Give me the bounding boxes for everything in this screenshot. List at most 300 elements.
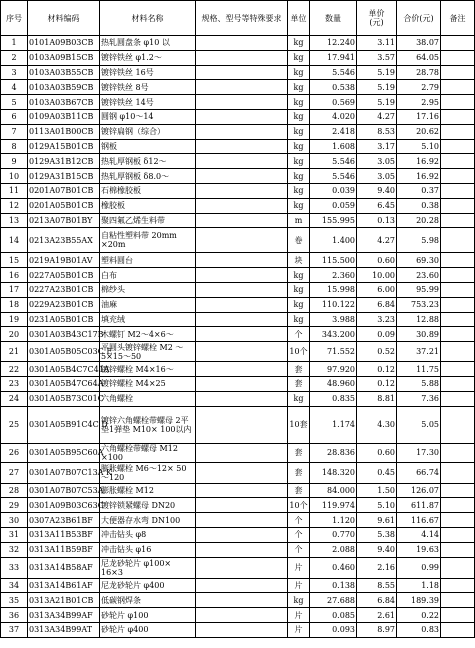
- cell-spec: [196, 36, 288, 51]
- cell-unit: kg: [288, 183, 310, 198]
- cell-spec: [196, 342, 288, 362]
- cell-unit: 片: [288, 557, 310, 578]
- cell-name: 低碳钢焊条: [100, 593, 196, 608]
- cell-seq: 31: [1, 527, 28, 542]
- cell-seq: 9: [1, 154, 28, 169]
- table-row: [1, 542, 475, 557]
- cell-total: 23.60: [397, 268, 441, 283]
- table-row: [1, 622, 475, 637]
- cell-price: 0.60: [357, 443, 397, 462]
- table-row: [1, 443, 475, 462]
- cell-seq: 21: [1, 342, 28, 362]
- cell-seq: 19: [1, 312, 28, 327]
- cell-spec: [196, 213, 288, 228]
- cell-total: 5.88: [397, 376, 441, 391]
- cell-price: 9.61: [357, 513, 397, 528]
- cell-remark: [441, 95, 475, 110]
- cell-spec: [196, 109, 288, 124]
- cell-qty: 0.093: [310, 622, 357, 637]
- cell-qty: 3.988: [310, 312, 357, 327]
- cell-qty: 148.320: [310, 462, 357, 483]
- cell-total: 17.16: [397, 109, 441, 124]
- cell-seq: 33: [1, 557, 28, 578]
- cell-price: 10.00: [357, 268, 397, 283]
- cell-spec: [196, 65, 288, 80]
- table-row: [1, 483, 475, 498]
- table-row: [1, 498, 475, 513]
- cell-code: 0301A03B43C17B: [28, 327, 100, 342]
- cell-code: 0103A03B67CB: [28, 95, 100, 110]
- table-row: [1, 527, 475, 542]
- cell-remark: [441, 608, 475, 623]
- cell-code: 0227A05B01CB: [28, 268, 100, 283]
- cell-price: 3.17: [357, 139, 397, 154]
- cell-qty: 1.400: [310, 228, 357, 253]
- cell-qty: 1.174: [310, 406, 357, 443]
- table-row: [1, 608, 475, 623]
- cell-spec: [196, 297, 288, 312]
- cell-qty: 0.770: [310, 527, 357, 542]
- table-row: [1, 95, 475, 110]
- cell-name: 棉纱头: [100, 282, 196, 297]
- cell-total: 16.92: [397, 154, 441, 169]
- cell-price: 0.60: [357, 253, 397, 268]
- cell-remark: [441, 342, 475, 362]
- cell-name: 冲击钻头 φ8: [100, 527, 196, 542]
- cell-total: 1.18: [397, 578, 441, 593]
- cell-code: 0301A07B07C53A: [28, 483, 100, 498]
- cell-unit: 套: [288, 483, 310, 498]
- cell-qty: 0.085: [310, 608, 357, 623]
- cell-name: 膨胀螺栓 M6～12× 50～120: [100, 462, 196, 483]
- cell-unit: kg: [288, 282, 310, 297]
- cell-total: 66.74: [397, 462, 441, 483]
- cell-name: 聚四氟乙烯生料带: [100, 213, 196, 228]
- cell-unit: 片: [288, 578, 310, 593]
- cell-price: 5.19: [357, 80, 397, 95]
- cell-spec: [196, 139, 288, 154]
- cell-name: 石棉橡胶板: [100, 183, 196, 198]
- cell-name: 油麻: [100, 297, 196, 312]
- cell-code: 0201A05B01CB: [28, 198, 100, 213]
- cell-code: 0301A09B03C63C: [28, 498, 100, 513]
- table-row: [1, 198, 475, 213]
- cell-seq: 10: [1, 169, 28, 184]
- cell-total: 2.95: [397, 95, 441, 110]
- cell-spec: [196, 50, 288, 65]
- cell-code: 0313A21B01CB: [28, 593, 100, 608]
- cell-seq: 12: [1, 198, 28, 213]
- cell-spec: [196, 253, 288, 268]
- cell-price: 0.09: [357, 327, 397, 342]
- cell-remark: [441, 443, 475, 462]
- cell-name: 砂轮片 φ100: [100, 608, 196, 623]
- cell-price: 5.19: [357, 95, 397, 110]
- table-row: [1, 462, 475, 483]
- cell-remark: [441, 297, 475, 312]
- cell-total: 69.30: [397, 253, 441, 268]
- cell-total: 2.79: [397, 80, 441, 95]
- cell-total: 95.99: [397, 282, 441, 297]
- cell-code: 0201A07B01CB: [28, 183, 100, 198]
- cell-price: 8.81: [357, 391, 397, 406]
- cell-spec: [196, 95, 288, 110]
- cell-price: 3.05: [357, 169, 397, 184]
- cell-unit: kg: [288, 169, 310, 184]
- cell-code: 0103A03B59CB: [28, 80, 100, 95]
- cell-seq: 26: [1, 443, 28, 462]
- cell-seq: 13: [1, 213, 28, 228]
- cell-seq: 27: [1, 462, 28, 483]
- cell-remark: [441, 622, 475, 637]
- cell-remark: [441, 36, 475, 51]
- cell-qty: 0.538: [310, 80, 357, 95]
- cell-total: 16.92: [397, 169, 441, 184]
- cell-remark: [441, 139, 475, 154]
- cell-spec: [196, 483, 288, 498]
- cell-total: 38.07: [397, 36, 441, 51]
- cell-unit: 套: [288, 462, 310, 483]
- cell-code: 0113A01B00CB: [28, 124, 100, 139]
- cell-remark: [441, 198, 475, 213]
- table-body: [1, 36, 475, 638]
- cell-remark: [441, 228, 475, 253]
- cell-name: 填充绒: [100, 312, 196, 327]
- cell-seq: 37: [1, 622, 28, 637]
- cell-seq: 7: [1, 124, 28, 139]
- table-row: [1, 342, 475, 362]
- cell-qty: 2.418: [310, 124, 357, 139]
- cell-remark: [441, 327, 475, 342]
- cell-name: 自粘性塑料带 20mm ×20m: [100, 228, 196, 253]
- cell-seq: 30: [1, 513, 28, 528]
- header-seq: 序号: [1, 1, 28, 36]
- cell-name: 镀锌铁丝 φ1.2～: [100, 50, 196, 65]
- cell-spec: [196, 124, 288, 139]
- cell-seq: 1: [1, 36, 28, 51]
- cell-seq: 2: [1, 50, 28, 65]
- cell-code: 0301A05B47C64A: [28, 376, 100, 391]
- cell-seq: 16: [1, 268, 28, 283]
- cell-unit: kg: [288, 80, 310, 95]
- cell-remark: [441, 169, 475, 184]
- header-qty: 数量: [310, 1, 357, 36]
- cell-unit: kg: [288, 391, 310, 406]
- cell-price: 1.50: [357, 483, 397, 498]
- cell-total: 0.37: [397, 183, 441, 198]
- header-unit: 单位: [288, 1, 310, 36]
- header-row: [1, 1, 475, 36]
- table-row: [1, 406, 475, 443]
- cell-spec: [196, 608, 288, 623]
- cell-remark: [441, 253, 475, 268]
- cell-price: 2.61: [357, 608, 397, 623]
- cell-remark: [441, 362, 475, 377]
- cell-seq: 14: [1, 228, 28, 253]
- cell-unit: 片: [288, 622, 310, 637]
- header-total: 合价(元): [397, 1, 441, 36]
- cell-remark: [441, 154, 475, 169]
- cell-price: 4.27: [357, 228, 397, 253]
- cell-remark: [441, 65, 475, 80]
- cell-total: 5.98: [397, 228, 441, 253]
- cell-qty: 17.941: [310, 50, 357, 65]
- cell-qty: 28.836: [310, 443, 357, 462]
- cell-unit: kg: [288, 50, 310, 65]
- cell-seq: 34: [1, 578, 28, 593]
- cell-spec: [196, 154, 288, 169]
- cell-name: 热轧圆盘条 φ10 以: [100, 36, 196, 51]
- cell-unit: 个: [288, 327, 310, 342]
- cell-spec: [196, 80, 288, 95]
- cell-total: 0.83: [397, 622, 441, 637]
- cell-spec: [196, 268, 288, 283]
- cell-price: 6.84: [357, 297, 397, 312]
- cell-total: 17.30: [397, 443, 441, 462]
- cell-spec: [196, 542, 288, 557]
- cell-spec: [196, 498, 288, 513]
- cell-qty: 0.059: [310, 198, 357, 213]
- table-row: [1, 109, 475, 124]
- cell-total: 0.99: [397, 557, 441, 578]
- cell-name: 热轧厚钢板 δ12～: [100, 154, 196, 169]
- cell-seq: 6: [1, 109, 28, 124]
- table-row: [1, 139, 475, 154]
- cell-spec: [196, 527, 288, 542]
- cell-code: 0103A03B55CB: [28, 65, 100, 80]
- cell-spec: [196, 443, 288, 462]
- cell-remark: [441, 527, 475, 542]
- cell-unit: 10套: [288, 406, 310, 443]
- cell-seq: 23: [1, 376, 28, 391]
- cell-total: 19.63: [397, 542, 441, 557]
- cell-qty: 1.120: [310, 513, 357, 528]
- cell-name: 圆钢 φ10～14: [100, 109, 196, 124]
- cell-remark: [441, 483, 475, 498]
- cell-unit: 10个: [288, 498, 310, 513]
- cell-spec: [196, 282, 288, 297]
- cell-price: 9.40: [357, 542, 397, 557]
- cell-code: 0229A23B01CB: [28, 297, 100, 312]
- cell-price: 6.45: [357, 198, 397, 213]
- cell-name: 尼龙砂轮片 φ100× 16×3: [100, 557, 196, 578]
- cell-total: 0.38: [397, 198, 441, 213]
- cell-remark: [441, 498, 475, 513]
- cell-remark: [441, 542, 475, 557]
- cell-code: 0313A34B99AF: [28, 608, 100, 623]
- cell-qty: 27.688: [310, 593, 357, 608]
- cell-unit: kg: [288, 297, 310, 312]
- cell-seq: 4: [1, 80, 28, 95]
- cell-price: 9.40: [357, 183, 397, 198]
- table-row: [1, 65, 475, 80]
- table-row: [1, 253, 475, 268]
- table-row: [1, 282, 475, 297]
- table-row: [1, 213, 475, 228]
- cell-name: 镀锌铁丝 8号: [100, 80, 196, 95]
- cell-total: 611.87: [397, 498, 441, 513]
- cell-price: 4.27: [357, 109, 397, 124]
- cell-remark: [441, 578, 475, 593]
- cell-qty: 84.000: [310, 483, 357, 498]
- cell-seq: 11: [1, 183, 28, 198]
- cell-unit: kg: [288, 65, 310, 80]
- cell-seq: 22: [1, 362, 28, 377]
- cell-code: 0227A23B01CB: [28, 282, 100, 297]
- cell-qty: 0.569: [310, 95, 357, 110]
- cell-unit: kg: [288, 312, 310, 327]
- cell-code: 0103A09B15CB: [28, 50, 100, 65]
- cell-spec: [196, 622, 288, 637]
- cell-name: 砂轮片 φ400: [100, 622, 196, 637]
- cell-unit: 10个: [288, 342, 310, 362]
- cell-code: 0301A05B95C60A: [28, 443, 100, 462]
- cell-seq: 36: [1, 608, 28, 623]
- cell-total: 28.78: [397, 65, 441, 80]
- cell-price: 0.12: [357, 376, 397, 391]
- cell-qty: 1.608: [310, 139, 357, 154]
- table-row: [1, 228, 475, 253]
- cell-name: 橡胶板: [100, 198, 196, 213]
- table-row: [1, 578, 475, 593]
- cell-name: 尼龙砂轮片 φ400: [100, 578, 196, 593]
- cell-unit: 块: [288, 253, 310, 268]
- table-row: [1, 376, 475, 391]
- cell-seq: 15: [1, 253, 28, 268]
- table-row: [1, 124, 475, 139]
- header-remark: 备注: [441, 1, 475, 36]
- cell-qty: 48.960: [310, 376, 357, 391]
- cell-total: 189.39: [397, 593, 441, 608]
- cell-unit: 个: [288, 527, 310, 542]
- cell-qty: 5.546: [310, 154, 357, 169]
- cell-name: 镀锌锁紧螺母 DN20: [100, 498, 196, 513]
- cell-code: 0219A19B01AV: [28, 253, 100, 268]
- cell-spec: [196, 578, 288, 593]
- cell-seq: 24: [1, 391, 28, 406]
- cell-name: 钢板: [100, 139, 196, 154]
- cell-qty: 110.122: [310, 297, 357, 312]
- cell-qty: 71.552: [310, 342, 357, 362]
- cell-remark: [441, 282, 475, 297]
- cell-remark: [441, 213, 475, 228]
- cell-total: 5.05: [397, 406, 441, 443]
- cell-total: 30.89: [397, 327, 441, 342]
- cell-total: 753.23: [397, 297, 441, 312]
- cell-remark: [441, 593, 475, 608]
- cell-name: 镀锌六角螺栓带螺母 2平垫1弹垫 M10× 100以内: [100, 406, 196, 443]
- cell-qty: 4.020: [310, 109, 357, 124]
- cell-total: 116.67: [397, 513, 441, 528]
- cell-total: 37.21: [397, 342, 441, 362]
- cell-name: 镀锌扁钢（综合）: [100, 124, 196, 139]
- cell-spec: [196, 593, 288, 608]
- cell-name: 镀锌铁丝 14号: [100, 95, 196, 110]
- table-row: [1, 327, 475, 342]
- cell-remark: [441, 312, 475, 327]
- cell-qty: 119.974: [310, 498, 357, 513]
- cell-unit: kg: [288, 154, 310, 169]
- cell-name: 平圆头镀锌螺栓 M2 ～5×15～50: [100, 342, 196, 362]
- cell-unit: 套: [288, 443, 310, 462]
- cell-seq: 28: [1, 483, 28, 498]
- cell-code: 0101A09B03CB: [28, 36, 100, 51]
- cell-spec: [196, 327, 288, 342]
- cell-price: 4.30: [357, 406, 397, 443]
- cell-unit: kg: [288, 36, 310, 51]
- cell-qty: 2.088: [310, 542, 357, 557]
- cell-total: 126.07: [397, 483, 441, 498]
- cell-spec: [196, 557, 288, 578]
- cell-spec: [196, 513, 288, 528]
- cell-unit: 个: [288, 542, 310, 557]
- cell-total: 12.88: [397, 312, 441, 327]
- table-row: [1, 557, 475, 578]
- cell-total: 7.36: [397, 391, 441, 406]
- cell-name: 镀锌螺栓 M4×16～: [100, 362, 196, 377]
- table-row: [1, 169, 475, 184]
- cell-remark: [441, 391, 475, 406]
- cell-seq: 3: [1, 65, 28, 80]
- cell-price: 6.84: [357, 593, 397, 608]
- table-row: [1, 391, 475, 406]
- cell-price: 8.55: [357, 578, 397, 593]
- cell-price: 2.16: [357, 557, 397, 578]
- cell-total: 0.22: [397, 608, 441, 623]
- cell-code: 0213A07B01BY: [28, 213, 100, 228]
- cell-unit: kg: [288, 109, 310, 124]
- cell-code: 0301A05B4C7C41A: [28, 362, 100, 377]
- cell-seq: 8: [1, 139, 28, 154]
- cell-seq: 18: [1, 297, 28, 312]
- cell-total: 20.28: [397, 213, 441, 228]
- cell-price: 0.12: [357, 362, 397, 377]
- cell-remark: [441, 80, 475, 95]
- cell-unit: 个: [288, 513, 310, 528]
- table-row: [1, 362, 475, 377]
- cell-unit: 套: [288, 376, 310, 391]
- cell-price: 5.38: [357, 527, 397, 542]
- cell-spec: [196, 462, 288, 483]
- cell-code: 0313A34B99AT: [28, 622, 100, 637]
- cell-unit: 片: [288, 608, 310, 623]
- cell-qty: 12.240: [310, 36, 357, 51]
- cell-remark: [441, 462, 475, 483]
- cell-qty: 343.200: [310, 327, 357, 342]
- cell-unit: kg: [288, 198, 310, 213]
- cell-code: 0313A14B58AF: [28, 557, 100, 578]
- cell-qty: 0.460: [310, 557, 357, 578]
- cell-name: 木螺钉 M2～4×6～: [100, 327, 196, 342]
- cell-spec: [196, 198, 288, 213]
- cell-spec: [196, 406, 288, 443]
- header-code: 材料编码: [28, 1, 100, 36]
- cell-name: 冲击钻头 φ16: [100, 542, 196, 557]
- cell-price: 0.13: [357, 213, 397, 228]
- cell-code: 0301A07B07C13A K: [28, 462, 100, 483]
- cell-code: 0301A05B91C4C D: [28, 406, 100, 443]
- cell-name: 白布: [100, 268, 196, 283]
- table-row: [1, 183, 475, 198]
- cell-remark: [441, 109, 475, 124]
- cell-code: 0313A11B59BF: [28, 542, 100, 557]
- cell-code: 0301A05B05C03C E: [28, 342, 100, 362]
- cell-code: 0129A15B01CB: [28, 139, 100, 154]
- cell-unit: 套: [288, 362, 310, 377]
- cell-qty: 15.998: [310, 282, 357, 297]
- cell-remark: [441, 513, 475, 528]
- cell-code: 0129A31B12CB: [28, 154, 100, 169]
